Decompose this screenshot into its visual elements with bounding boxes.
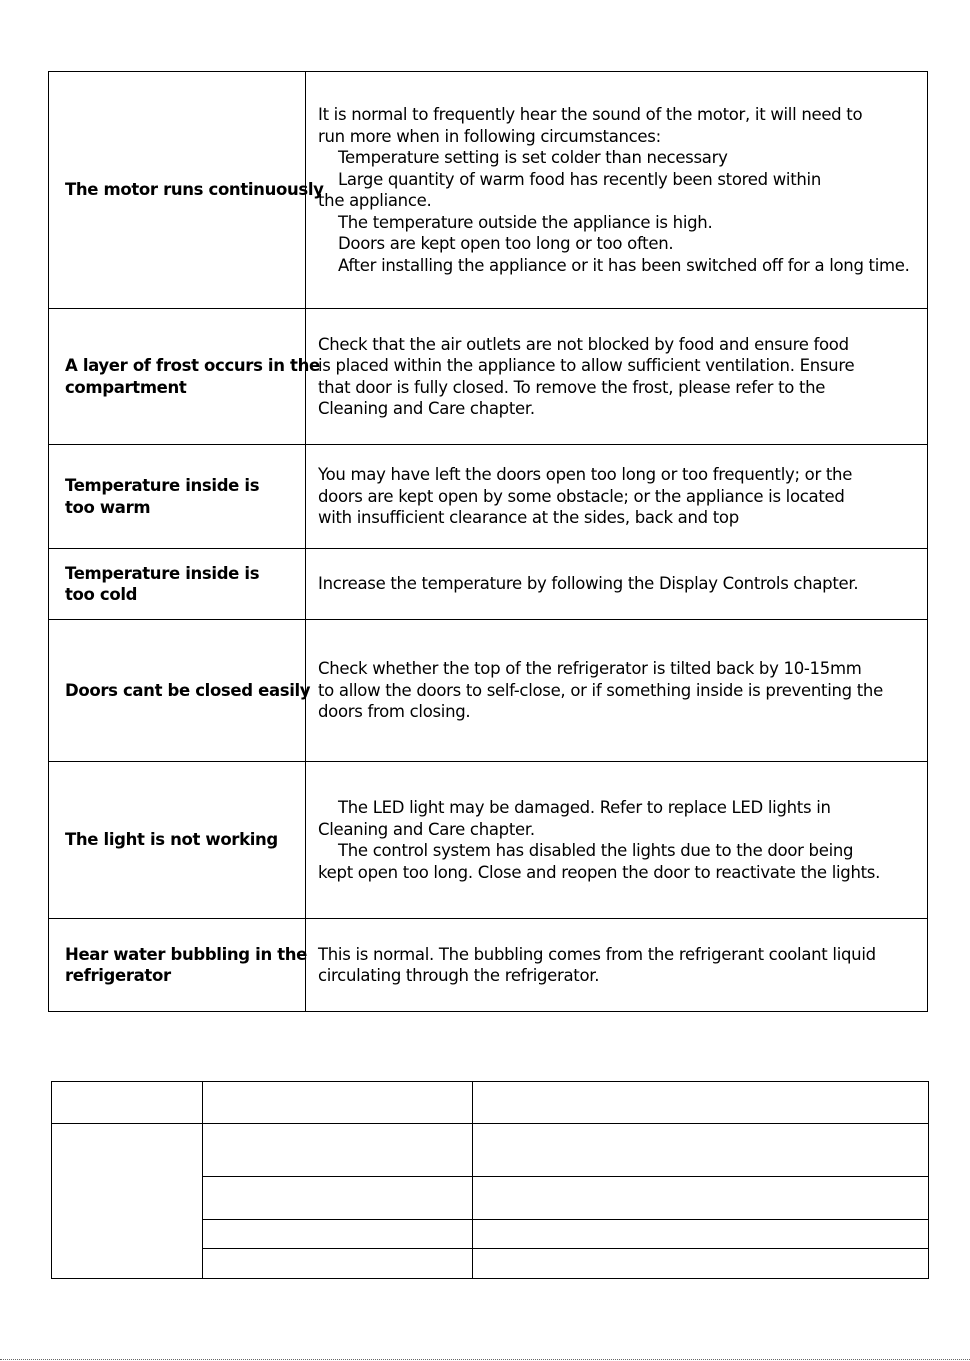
solution-text: circulating through the refrigerator.: [318, 966, 600, 985]
problem-text: The motor runs continuously: [65, 180, 324, 200]
problem-text: too warm: [65, 497, 151, 517]
problem-cell: [49, 762, 306, 919]
problem-text: The light is not working: [65, 830, 278, 850]
table-cell: [203, 1124, 473, 1177]
table-cell: [52, 1082, 203, 1124]
table-row: [49, 762, 928, 919]
table-row: [52, 1124, 929, 1177]
solution-cell: [306, 762, 928, 919]
problem-cell: [49, 309, 320, 445]
problem-text: Doors cant be closed easily: [65, 680, 311, 700]
table-row: [52, 1082, 929, 1124]
empty-grid-table: [51, 1081, 929, 1279]
problem-text: Temperature inside is: [65, 476, 260, 495]
table-cell: [473, 1220, 929, 1249]
solution-text: Check whether the top of the refrigerator is tilted back by 10-15mm: [318, 659, 862, 679]
solution-text: You may have left the doors open too long or too frequently; or the: [318, 465, 853, 485]
table-row: [49, 309, 928, 445]
solution-text: to allow the doors to self-close, or if something inside is preventing the: [318, 680, 883, 700]
table-cell: [473, 1177, 929, 1220]
solution-text: The temperature outside the appliance is high.: [338, 212, 713, 232]
solution-text: Cleaning and Care chapter.: [318, 819, 535, 839]
table-cell: [473, 1249, 929, 1279]
solution-text: run more when in following circumstances:: [318, 126, 661, 146]
solution-text: It is normal to frequently hear the sound of the motor, it will need to: [318, 105, 863, 124]
solution-text: The control system has disabled the lights due to the door being: [338, 841, 854, 860]
problem-cell: [49, 445, 306, 549]
problem-cell: [49, 919, 306, 1012]
solution-cell: [306, 72, 928, 309]
solution-cell: [306, 919, 928, 1012]
solution-text: Cleaning and Care chapter.: [318, 399, 535, 418]
table-cell: [52, 1124, 203, 1279]
solution-text: Doors are kept open too long or too often.: [338, 234, 674, 253]
table-cell: [473, 1082, 929, 1124]
solution-text: kept open too long. Close and reopen the door to reactivate the lights.: [318, 862, 881, 882]
solution-text: Large quantity of warm food has recently been stored within: [338, 169, 821, 189]
solution-text: with insufficient clearance at the sides, back and top: [318, 508, 739, 528]
table-cell: [203, 1177, 473, 1220]
solution-text: doors from closing.: [318, 702, 471, 722]
problem-text: Temperature inside is: [65, 563, 260, 583]
solution-text: is placed within the appliance to allow sufficient ventilation. Ensure: [318, 356, 855, 375]
problem-cell: [49, 72, 324, 309]
solution-text: that door is fully closed. To remove the frost, please refer to the: [318, 377, 826, 397]
table-cell: [203, 1082, 473, 1124]
table-row: [49, 72, 928, 309]
solution-text: the appliance.: [318, 191, 432, 210]
solution-cell: [306, 309, 928, 445]
problem-text: A layer of frost occurs in the: [65, 356, 320, 375]
problem-text: Hear water bubbling in the: [65, 944, 308, 964]
solution-text: This is normal. The bubbling comes from the refrigerant coolant liquid: [318, 944, 876, 964]
table-cell: [203, 1220, 473, 1249]
table-row: [49, 620, 928, 762]
solution-text: Check that the air outlets are not blocked by food and ensure food: [318, 334, 849, 354]
solution-text: doors are kept open by some obstacle; or the appliance is located: [318, 486, 845, 506]
problem-text: compartment: [65, 377, 187, 397]
problem-text: too cold: [65, 585, 138, 604]
table-row: [49, 445, 928, 549]
solution-text: Increase the temperature by following the Display Controls chapter.: [318, 574, 859, 594]
solution-text: Temperature setting is set colder than necessary: [338, 148, 728, 167]
table-row: [49, 919, 928, 1012]
solution-text: The LED light may be damaged. Refer to replace LED lights in: [338, 798, 831, 817]
solution-text: After installing the appliance or it has been switched off for a long time.: [338, 255, 910, 275]
page-bottom-rule: [0, 1359, 970, 1360]
solution-cell: [306, 549, 928, 620]
problem-cell: [49, 549, 306, 620]
table-cell: [203, 1249, 473, 1279]
problem-text: refrigerator: [65, 966, 171, 985]
table-cell: [473, 1124, 929, 1177]
solution-cell: [306, 445, 928, 549]
solution-cell: [306, 620, 928, 762]
problem-cell: [49, 620, 311, 762]
troubleshooting-table: [48, 71, 928, 1012]
table-row: [49, 549, 928, 620]
